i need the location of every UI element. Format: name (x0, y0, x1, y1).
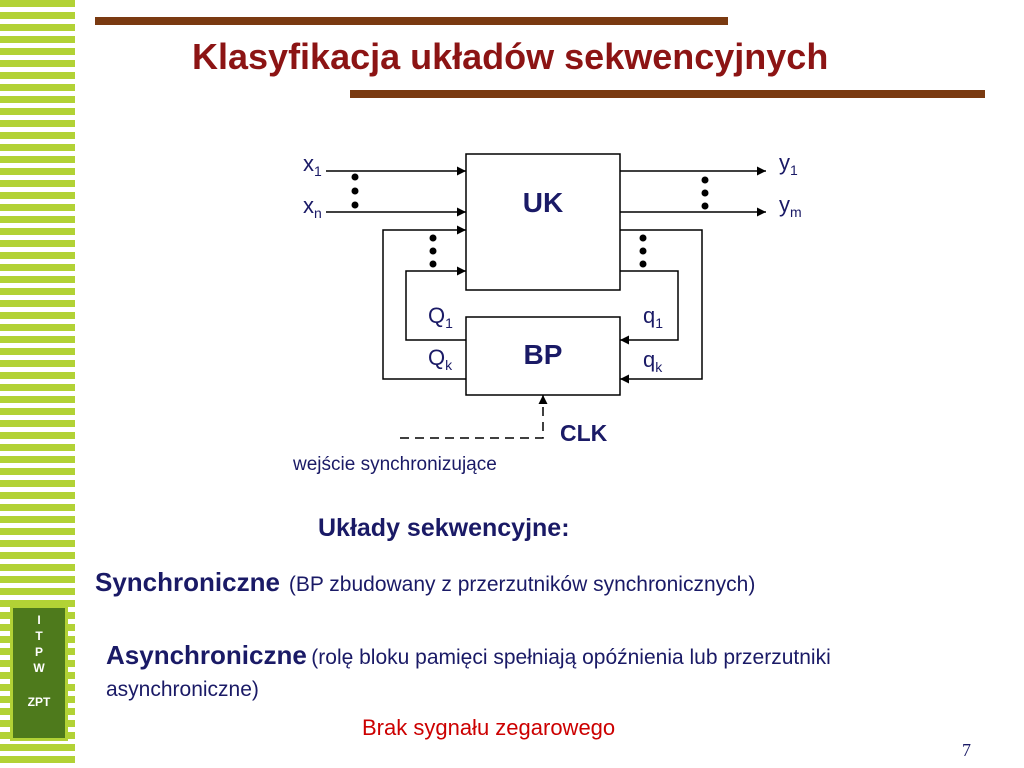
uk-label: UK (522, 187, 564, 218)
uk-block (466, 154, 620, 290)
feedback-qk-small-line (620, 230, 702, 379)
clk-label: CLK (560, 420, 608, 446)
sync-term: Synchroniczne (95, 567, 280, 597)
async-block (106, 640, 986, 707)
section-heading: Układy sekwencyjne: (318, 514, 570, 542)
qk-sub: k (655, 359, 663, 375)
q1-base: q (643, 303, 656, 328)
badge-zpt: ZPT (27, 695, 51, 709)
x1-sub: 1 (314, 163, 322, 179)
x1-base: x (303, 151, 314, 176)
bp-label: BP (523, 339, 563, 370)
clk-dashed-line (400, 395, 543, 438)
sync-line (95, 567, 755, 598)
badge-letter-w: W (33, 661, 45, 675)
svg-text:Qk (428, 345, 453, 373)
xn-base: x (303, 193, 314, 218)
ym-base: y (779, 192, 790, 217)
sync-input-caption: wejście synchronizujące (293, 454, 497, 475)
page-number: 7 (962, 740, 971, 760)
Q1-sub: 1 (445, 315, 453, 331)
feedback-qk-line (383, 230, 466, 379)
svg-text:Q1 (428, 303, 453, 331)
qk-base: q (643, 347, 656, 372)
svg-text:xn (303, 193, 322, 221)
svg-text:qk (643, 347, 663, 375)
xn-sub: n (314, 205, 322, 221)
async-term: Asynchroniczne (106, 640, 307, 670)
no-clock-note: Brak sygnału zegarowego (362, 715, 616, 740)
y1-sub: 1 (790, 162, 798, 178)
svg-text:x1 (303, 151, 322, 179)
Qk-sub: k (445, 357, 453, 373)
badge-letter-p: P (34, 645, 43, 659)
badge-letter-i: I (37, 613, 41, 627)
Q1-base: Q (428, 303, 446, 328)
slide-title: Klasyfikacja układów sekwencyjnych (192, 36, 829, 77)
y1-base: y (779, 150, 790, 175)
async-desc: (rolę bloku pamięci spełniają opóźnienia lub przerzutniki asynchroniczne) (106, 646, 831, 701)
svg-text:q1 (643, 303, 663, 331)
Qk-base: Q (428, 345, 446, 370)
svg-text:ym (779, 192, 802, 220)
ym-sub: m (790, 204, 802, 220)
badge-letter-t: T (35, 629, 43, 643)
svg-text:y1 (779, 150, 798, 178)
sync-desc: (BP zbudowany z przerzutników synchronicznych) (288, 573, 756, 596)
q1-sub: 1 (655, 315, 664, 331)
itpw-badge (10, 605, 68, 741)
